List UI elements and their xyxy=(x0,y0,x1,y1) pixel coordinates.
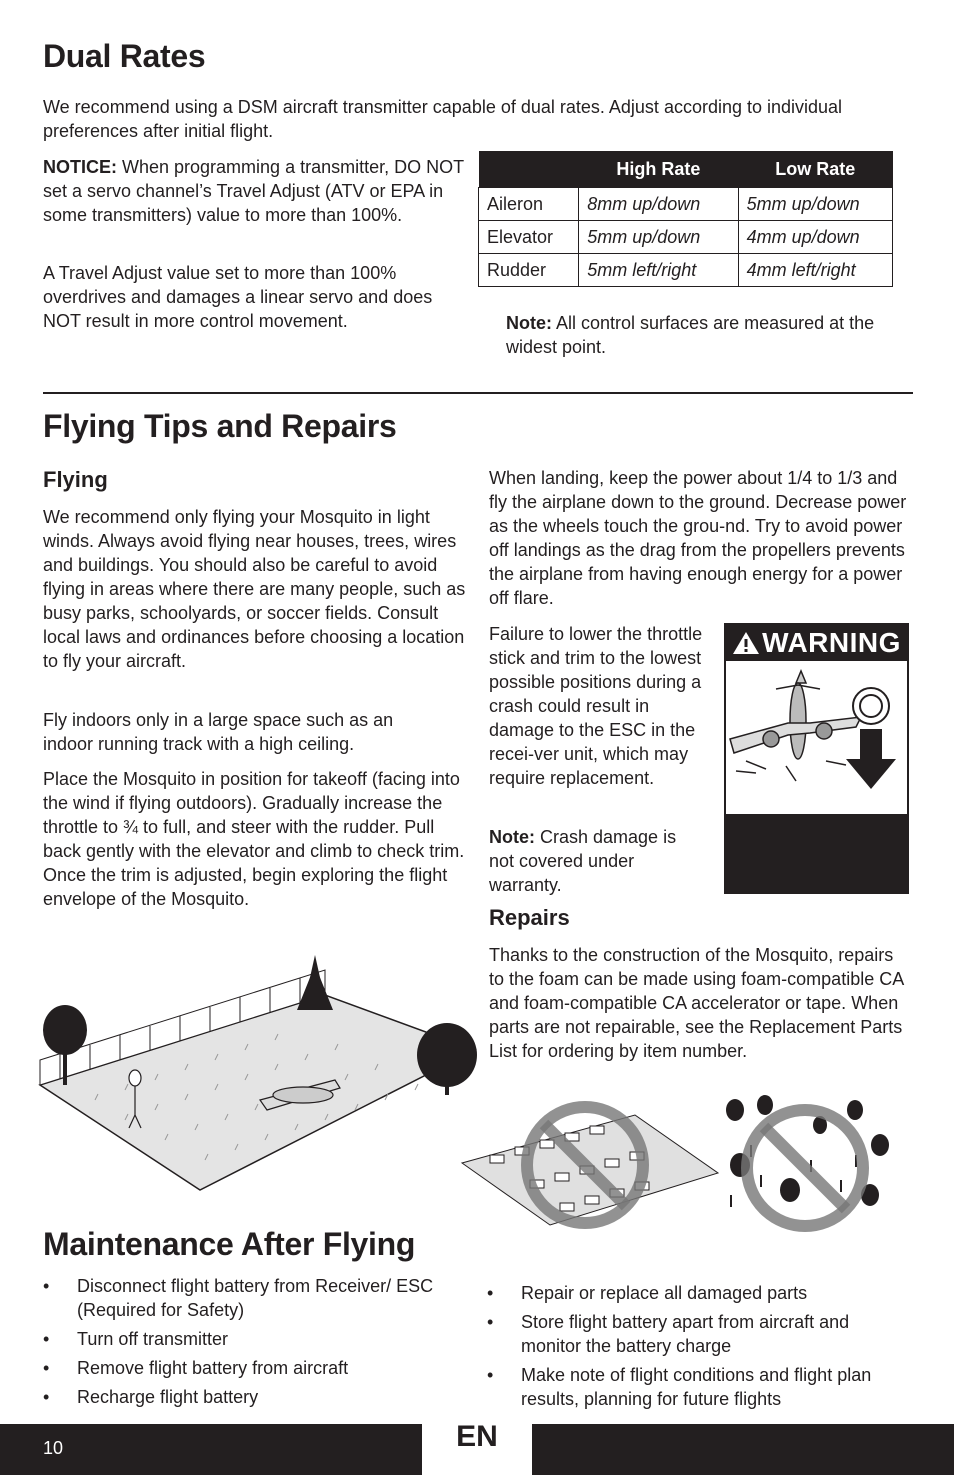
footer-bar-right xyxy=(532,1424,954,1475)
list-item: • Store flight battery apart from aircraft and monitor the battery charge xyxy=(487,1312,850,1356)
maintenance-list-left xyxy=(43,1274,463,1414)
flying-field-illustration xyxy=(35,950,480,1200)
table-row xyxy=(479,254,893,287)
bullet: • xyxy=(43,1329,50,1349)
failure-paragraph: Failure to lower the throttle stick and trim to the lowest possible positions during a crash could result in damage to the ESC in the recei-ver unit, which may require replacement. xyxy=(489,624,703,788)
list-item: • Remove flight battery from aircraft xyxy=(43,1358,349,1378)
table-cell-surface: Aileron xyxy=(479,188,579,221)
list-item: • Repair or replace all damaged parts xyxy=(487,1283,808,1303)
prohibited-icon xyxy=(747,1110,863,1226)
table-header-low-rate: Low Rate xyxy=(738,151,892,188)
bullet: • xyxy=(43,1276,50,1296)
landing-paragraph: When landing, keep the power about 1/4 to 1/3 and fly the airplane down to the ground. Decrease power as the wheels touch the grou-nd. Try to avoid power off landings as the drag from the propellers prevents the airplane from having enough energy for a power off flare. xyxy=(489,468,907,608)
table-header-row xyxy=(479,151,893,188)
bullet: • xyxy=(487,1365,494,1385)
flying-paragraph-1: We recommend only flying your Mosquito in light winds. Always avoid flying near houses, trees, wires and buildings. You should also be careful to avoid flying in areas where there are many people, such as busy parks, schoolyards, or soccer fields. Consult local laws and ordinances before choosing a location to fly your aircraft. xyxy=(43,507,466,671)
list-item: • Turn off transmitter xyxy=(43,1329,229,1349)
table-cell-high: 5mm up/down xyxy=(579,221,738,254)
page-number: 10 xyxy=(43,1438,64,1458)
repairs-paragraph: Thanks to the construction of the Mosquito, repairs to the foam can be made using foam-compatible CA and foam-compatible CA accelerator or tape. When parts are not repairable, see the Replacement Parts List for ordering by item number. xyxy=(489,945,904,1061)
crash-plane-illustration xyxy=(726,661,907,814)
crash-note xyxy=(489,825,689,897)
list-item: • Recharge flight battery xyxy=(43,1387,259,1407)
table-cell-low: 4mm up/down xyxy=(738,221,892,254)
table-header-blank xyxy=(479,151,579,188)
note-text: All control surfaces are measured at the widest point. xyxy=(506,313,875,357)
warning-triangle-icon xyxy=(732,631,760,655)
maintenance-list-right xyxy=(487,1281,911,1416)
bullet: • xyxy=(43,1387,50,1407)
table-cell-surface: Rudder xyxy=(479,254,579,287)
table-cell-high: 5mm left/right xyxy=(579,254,738,287)
section-divider xyxy=(43,392,913,394)
list-item: • Make note of flight conditions and flight plan results, planning for future flights xyxy=(487,1365,872,1409)
table-header-high-rate: High Rate xyxy=(579,151,738,188)
flying-tips-title: Flying Tips and Repairs xyxy=(43,408,397,444)
warning-header xyxy=(728,627,905,659)
table-cell-low: 5mm up/down xyxy=(738,188,892,221)
table-row xyxy=(479,221,893,254)
notice-text: When programming a transmitter, DO NOT set a servo channel’s Travel Adjust (ATV or EPA in some transmitters) value to more than 100%. xyxy=(43,157,464,225)
dual-rates-intro: We recommend using a DSM aircraft transmitter capable of dual rates. Adjust according to individual preferences after initial flight. xyxy=(43,97,843,141)
bullet: • xyxy=(487,1283,494,1303)
dual-rates-title: Dual Rates xyxy=(43,38,206,74)
flying-paragraph-3: Place the Mosquito in position for takeoff (facing into the wind if flying outdoors). Gradually increase the throttle to ¾ to full, and steer with the rudder. Pull back gently with the elevator and climb to check trim. Once the trim is adjusted, begin exploring the flight envelope of the Mosquito. xyxy=(43,769,465,909)
no-fly-zones-illustration xyxy=(460,1085,910,1235)
dual-rates-table xyxy=(478,151,893,287)
notice-paragraph xyxy=(43,155,468,227)
bullet: • xyxy=(43,1358,50,1378)
travel-adjust-paragraph: A Travel Adjust value set to more than 100% overdrives and damages a linear servo and does NOT result in more control movement. xyxy=(43,263,433,331)
table-cell-surface: Elevator xyxy=(479,221,579,254)
warning-box xyxy=(724,623,909,894)
table-cell-high: 8mm up/down xyxy=(579,188,738,221)
crash-note-text: Crash damage is not covered under warranty. xyxy=(489,827,677,895)
notice-label: NOTICE: xyxy=(43,157,117,177)
warning-label: WARNING xyxy=(762,627,901,658)
note-label: Note: xyxy=(506,313,552,333)
warning-illustration xyxy=(726,661,907,814)
list-item: • Disconnect flight battery from Receiver/ ESC (Required for Safety) xyxy=(43,1276,434,1320)
bullet: • xyxy=(487,1312,494,1332)
repairs-heading: Repairs xyxy=(489,905,570,930)
crash-note-label: Note: xyxy=(489,827,535,847)
maintenance-title: Maintenance After Flying xyxy=(43,1226,416,1262)
down-arrow-icon xyxy=(846,729,896,789)
language-tab: EN xyxy=(456,1420,498,1453)
flying-paragraph-2: Fly indoors only in a large space such as an indoor running track with a high ceiling. xyxy=(43,710,394,754)
flying-heading: Flying xyxy=(43,467,108,492)
footer-bar-left xyxy=(0,1424,422,1475)
table-cell-low: 4mm left/right xyxy=(738,254,892,287)
table-row xyxy=(479,188,893,221)
surfaces-note xyxy=(506,311,896,359)
